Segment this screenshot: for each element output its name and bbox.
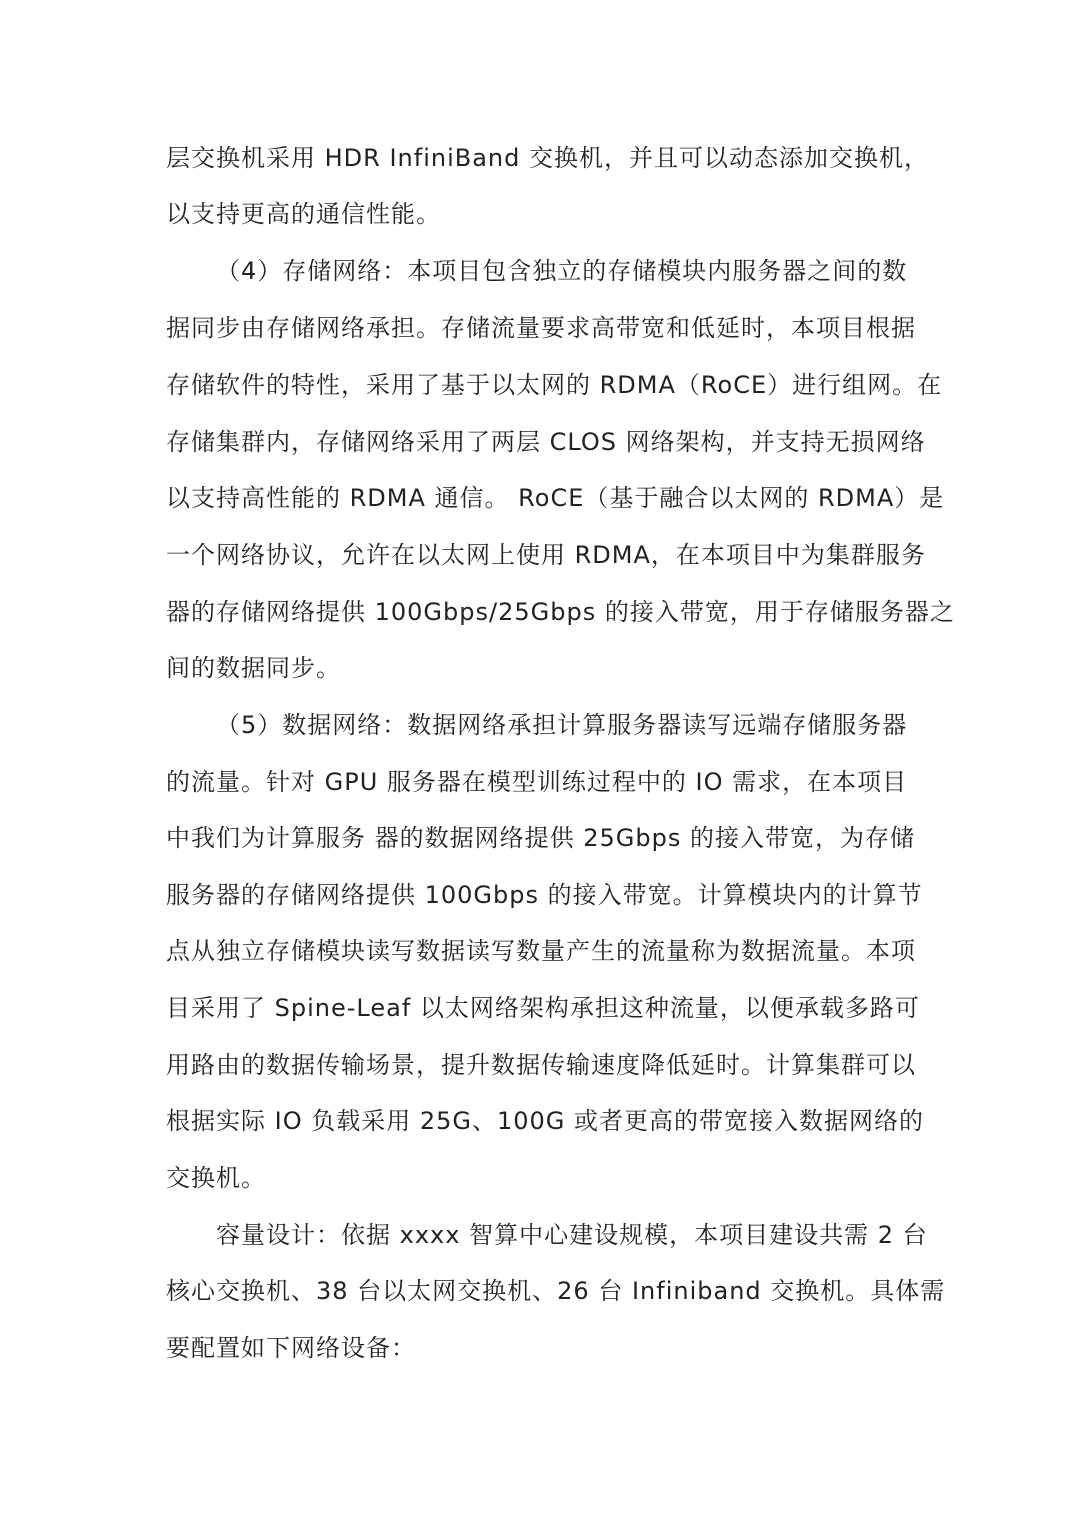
text-line: 核心交换机、38 台以太网交换机、26 台 Infiniband 交换机。具体需 xyxy=(166,1277,946,1305)
text-line: 点从独立存储模块读写数据读写数量产生的流量称为数据流量。本项 xyxy=(166,937,916,965)
paragraph-heading-data-network: （5）数据网络：数据网络承担计算服务器读写远端存储服务器 xyxy=(216,711,908,739)
text-line: 器的存储网络提供 100Gbps/25Gbps 的接入带宽，用于存储服务器之 xyxy=(166,598,955,626)
paragraph-heading-storage-network: （4）存储网络：本项目包含独立的存储模块内服务器之间的数 xyxy=(216,257,908,285)
text-line: 据同步由存储网络承担。存储流量要求高带宽和低延时，本项目根据 xyxy=(166,314,916,342)
text-line: 的流量。针对 GPU 服务器在模型训练过程中的 IO 需求，在本项目 xyxy=(166,768,908,796)
text-line: 服务器的存储网络提供 100Gbps 的接入带宽。计算模块内的计算节 xyxy=(166,881,923,909)
text-line: 目采用了 Spine-Leaf 以太网络架构承担这种流量，以便承载多路可 xyxy=(166,994,920,1022)
text-line: 用路由的数据传输场景，提升数据传输速度降低延时。计算集群可以 xyxy=(166,1051,916,1079)
text-line: 存储集群内，存储网络采用了两层 CLOS 网络架构，并支持无损网络 xyxy=(166,428,926,456)
text-line: 间的数据同步。 xyxy=(166,654,341,682)
text-line: 交换机。 xyxy=(166,1164,266,1192)
text-line: 根据实际 IO 负载采用 25G、100G 或者更高的带宽接入数据网络的 xyxy=(166,1107,925,1135)
text-line: 一个网络协议，允许在以太网上使用 RDMA，在本项目中为集群服务 xyxy=(166,541,926,569)
text-line: 要配置如下网络设备： xyxy=(166,1334,416,1362)
paragraph-heading-capacity-design: 容量设计：依据 xxxx 智算中心建设规模，本项目建设共需 2 台 xyxy=(216,1221,928,1249)
text-line: 存储软件的特性，采用了基于以太网的 RDMA（RoCE）进行组网。在 xyxy=(166,371,943,399)
text-line: 以支持更高的通信性能。 xyxy=(166,200,441,228)
text-line: 中我们为计算服务 器的数据网络提供 25Gbps 的接入带宽，为存储 xyxy=(166,824,915,852)
text-line: 层交换机采用 HDR InfiniBand 交换机，并且可以动态添加交换机， xyxy=(166,144,929,172)
text-line: 以支持高性能的 RDMA 通信。 RoCE（基于融合以太网的 RDMA）是 xyxy=(166,484,945,512)
